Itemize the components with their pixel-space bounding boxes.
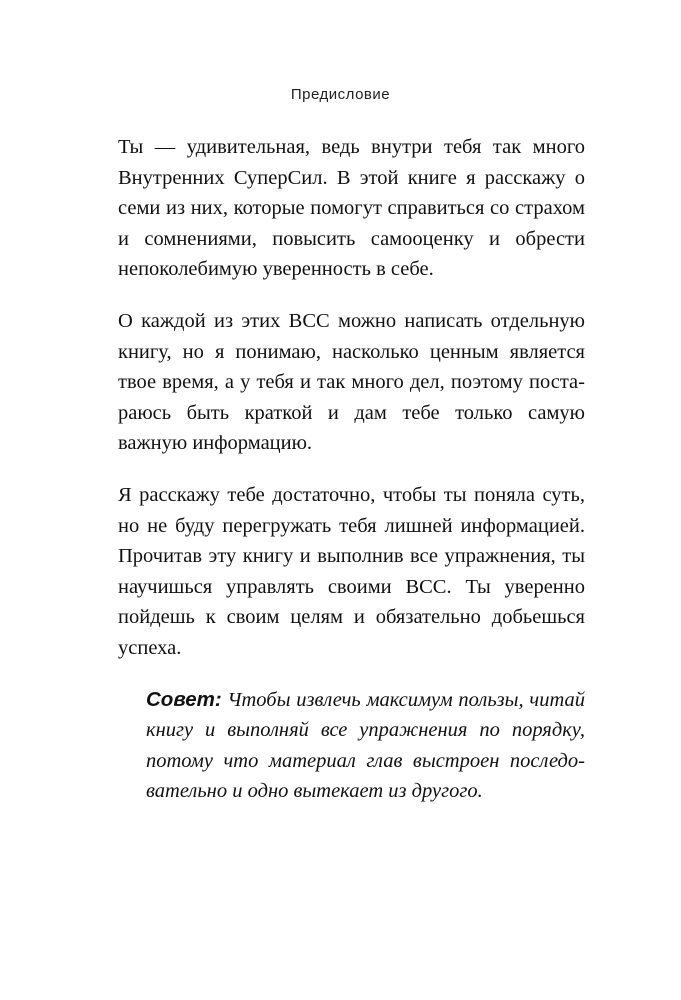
- tip-text: Чтобы извлечь максимум пользы, читай книгу и выполняй все упражнения по порядку, потому что материал глав выстроен последовательно и одно вытекает из другого.: [146, 688, 585, 803]
- running-title: Предисловие: [290, 86, 391, 103]
- page-body: [118, 132, 585, 807]
- paragraph-1: Ты — удивительная, ведь внутри тебя так много Внутренних СуперСил. В этой книге я расскажу о семи из них, которые помогут справиться со страхом и сомнениями, повысить самооценку и обрести непоколебимую уверенность в себе.: [118, 136, 585, 281]
- tip-label: Совет:: [146, 687, 222, 711]
- tip-block: [146, 685, 585, 807]
- paragraph-3: Я расскажу тебе достаточно, чтобы ты поняла суть, но не буду перегружать тебя лишней информацией. Прочитав эту книгу и выполнив все упражнения, ты научишься управлять своими ВСС. Ты уверенно пойдешь к своим целям и обязательно добьешься успеха.: [118, 483, 585, 659]
- paragraph-2: О каждой из этих ВСС можно написать отдельную книгу, но я понимаю, насколько ценным является твое время, а у тебя и так много дел, поэтому постараюсь быть краткой и дам тебе только самую важную информацию.: [118, 309, 585, 455]
